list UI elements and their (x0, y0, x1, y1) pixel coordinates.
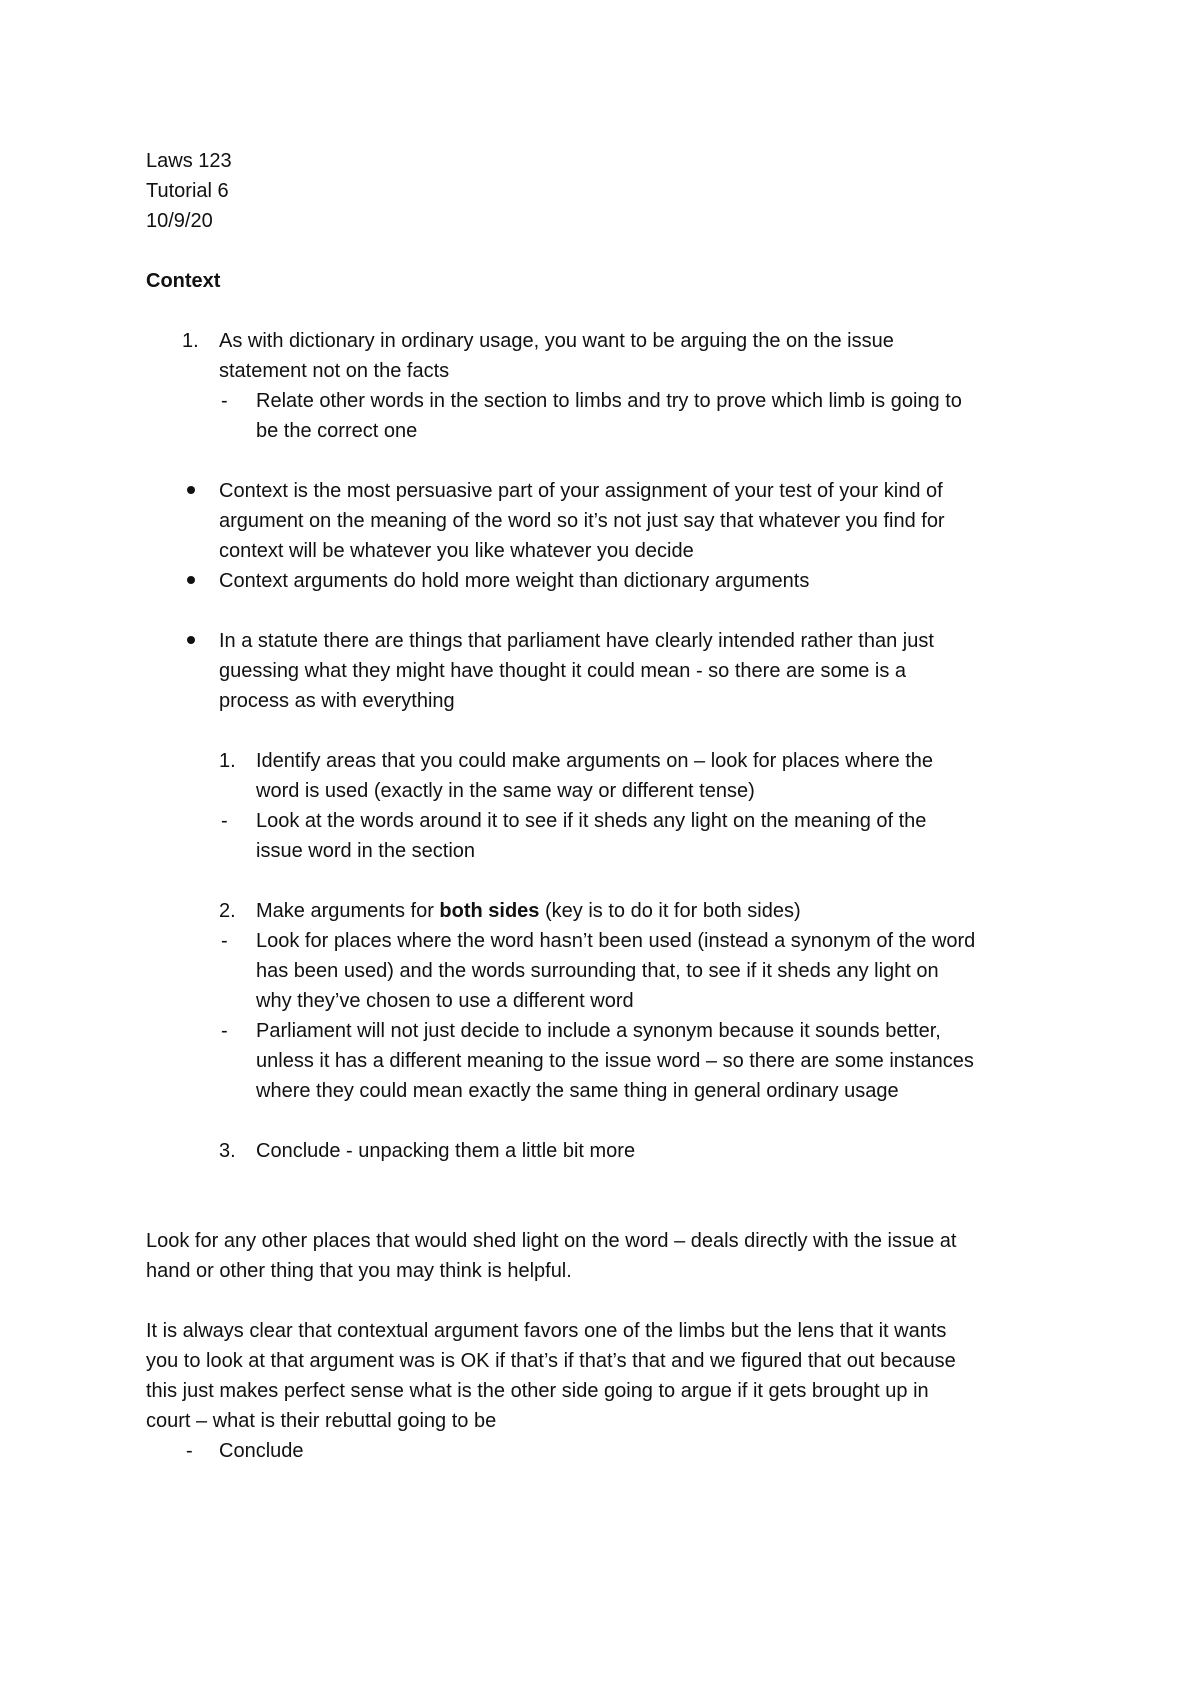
bullet-dot (187, 636, 195, 644)
step-line: Identify areas that you could make arguments on – look for places where the (256, 750, 934, 772)
bullet-line: Context arguments do hold more weight than dictionary arguments (219, 570, 810, 592)
sub-item-line: Look for places where the word hasn’t been used (instead a synonym of the word (256, 930, 976, 952)
bullet-dot (187, 576, 195, 584)
sub-item-line: Parliament will not just decide to include a synonym because it sounds better, (256, 1020, 941, 1042)
step-text: Make arguments for (256, 900, 440, 922)
step-line: Conclude - unpacking them a little bit more (256, 1140, 636, 1162)
step-line (256, 896, 801, 926)
paragraph-line: court – what is their rebuttal going to be (146, 1410, 497, 1432)
sub-item-line: where they could mean exactly the same thing in general ordinary usage (256, 1080, 899, 1102)
date: 10/9/20 (146, 210, 213, 232)
paragraph-line: you to look at that argument was is OK if that’s if that’s that and we figured that out because (146, 1350, 956, 1372)
dash-marker: - (221, 390, 228, 412)
sub-item-line: be the correct one (256, 420, 418, 442)
bullet-line: guessing what they might have thought it could mean - so there are some is a (219, 660, 907, 682)
bullet-dot (187, 486, 195, 494)
bullet-line: context will be whatever you like whatever you decide (219, 540, 694, 562)
bullet-line: In a statute there are things that parliament have clearly intended rather than just (219, 630, 934, 652)
sub-item-line: why they’ve chosen to use a different word (256, 990, 634, 1012)
step-text: (key is to do it for both sides) (539, 900, 801, 922)
sub-item-line: Relate other words in the section to limbs and try to prove which limb is going to (256, 390, 962, 412)
paragraph-line: It is always clear that contextual argument favors one of the limbs but the lens that it wants (146, 1320, 947, 1342)
bullet-line: process as with everything (219, 690, 455, 712)
section-heading: Context (146, 270, 221, 292)
sub-item-line: issue word in the section (256, 840, 476, 862)
bullet-line: Context is the most persuasive part of your assignment of your test of your kind of (219, 480, 943, 502)
paragraph-line: this just makes perfect sense what is the other side going to argue if it gets brought up in (146, 1380, 929, 1402)
list-item-line: statement not on the facts (219, 360, 450, 382)
list-item-line: As with dictionary in ordinary usage, you want to be arguing the on the issue (219, 330, 894, 352)
list-number: 1. (182, 330, 199, 352)
step-line: word is used (exactly in the same way or different tense) (256, 780, 755, 802)
step-number: 1. (219, 750, 236, 772)
dash-marker: - (221, 810, 228, 832)
course-code: Laws 123 (146, 150, 232, 172)
sub-item-line: Look at the words around it to see if it sheds any light on the meaning of the (256, 810, 927, 832)
sub-item-line: has been used) and the words surrounding that, to see if it sheds any light on (256, 960, 939, 982)
tutorial-number: Tutorial 6 (146, 180, 229, 202)
dash-marker: - (186, 1440, 193, 1462)
final-item-text: Conclude (219, 1440, 304, 1462)
sub-item-line: unless it has a different meaning to the issue word – so there are some instances (256, 1050, 974, 1072)
paragraph-line: Look for any other places that would shed light on the word – deals directly with the issue at (146, 1230, 957, 1252)
dash-marker: - (221, 930, 228, 952)
dash-marker: - (221, 1020, 228, 1042)
step-number: 3. (219, 1140, 236, 1162)
paragraph-line: hand or other thing that you may think is helpful. (146, 1260, 572, 1282)
bullet-line: argument on the meaning of the word so it’s not just say that whatever you find for (219, 510, 945, 532)
step-number: 2. (219, 900, 236, 922)
emphasis-text: both sides (439, 900, 540, 922)
